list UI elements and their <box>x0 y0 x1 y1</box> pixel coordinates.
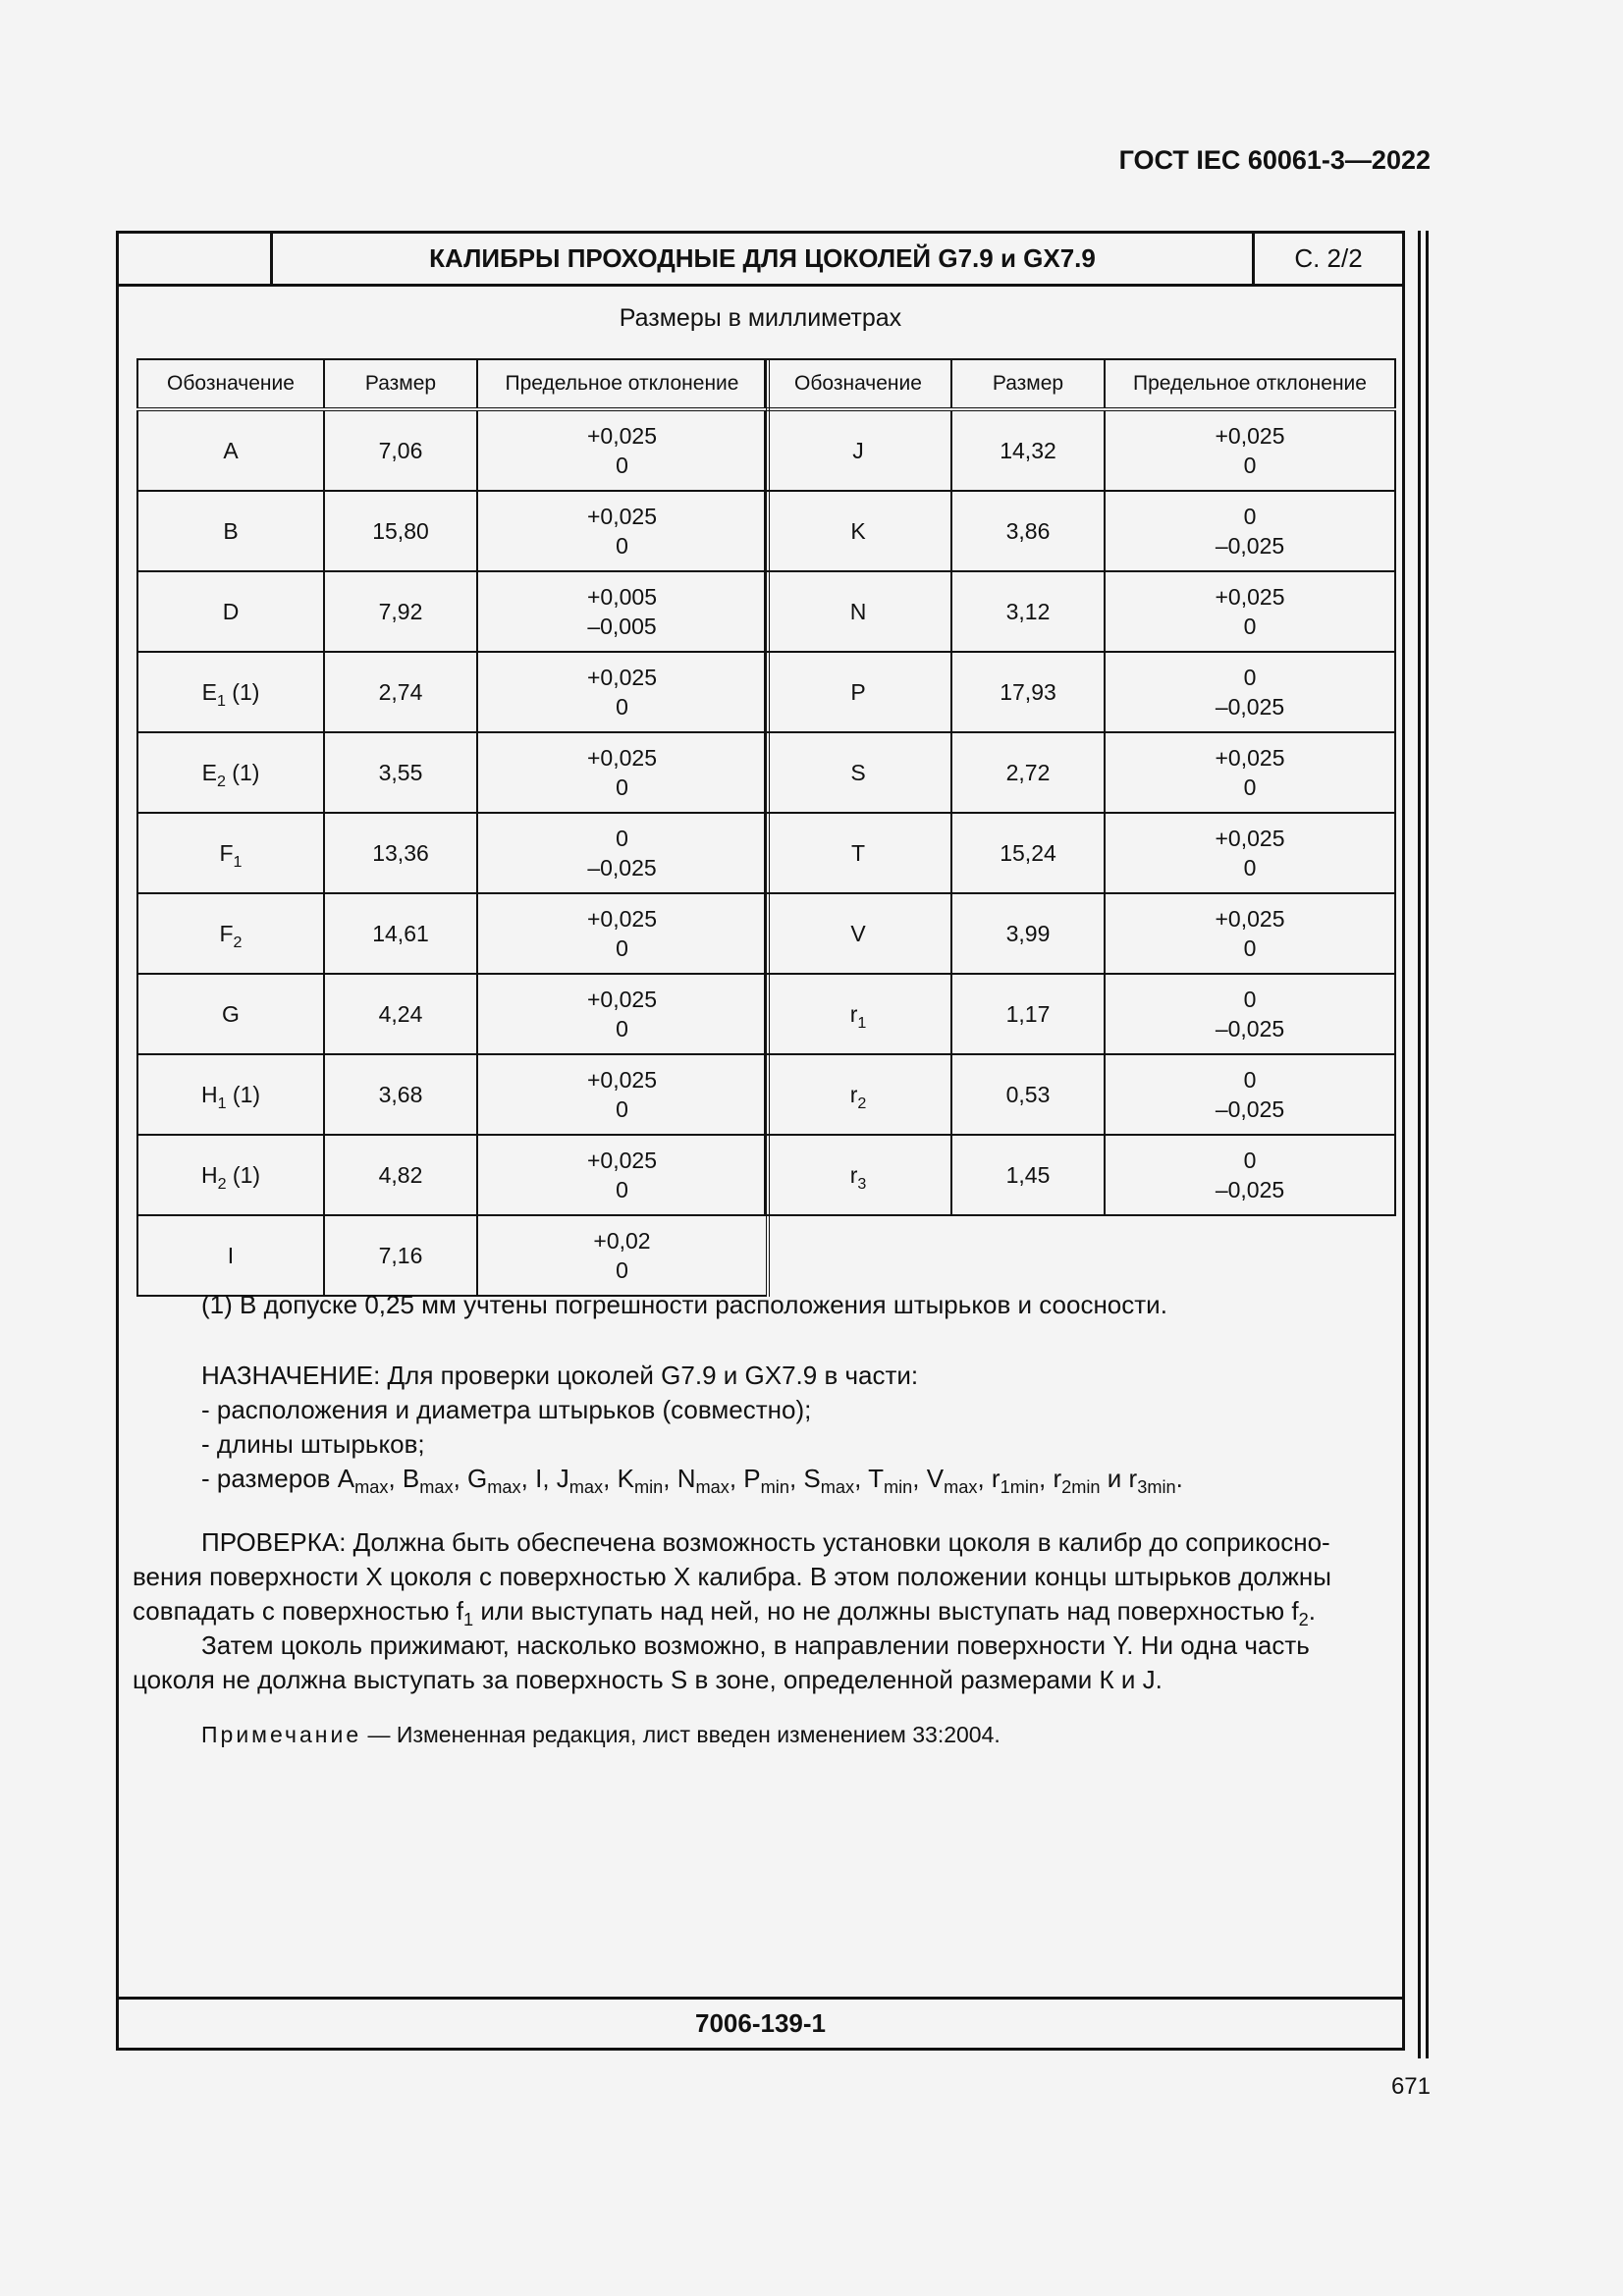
separator: , <box>729 1464 744 1493</box>
symbol-note: (1) <box>225 760 260 785</box>
dim-subscript: max <box>419 1477 454 1497</box>
designation-cell <box>765 409 951 491</box>
purpose-item: - длины штырьков; <box>201 1429 425 1459</box>
dim-symbol: A <box>337 1464 355 1493</box>
table-row <box>765 813 1395 893</box>
upper-deviation: +0,025 <box>587 1148 657 1173</box>
designation-cell <box>137 652 324 732</box>
lower-deviation: 0 <box>616 774 628 800</box>
footnote: (1) В допуске 0,25 мм учтены погрешности расположения штырьков и соосности. <box>201 1290 1167 1319</box>
deviation-cell <box>477 813 768 893</box>
separator: , <box>542 1464 557 1493</box>
upper-deviation: +0,005 <box>587 584 657 610</box>
symbol: I <box>227 1243 235 1268</box>
upper-deviation: +0,025 <box>587 906 657 932</box>
upper-deviation: +0,025 <box>1215 826 1285 851</box>
table-row <box>137 732 768 813</box>
symbol-subscript: 3 <box>857 1175 867 1193</box>
sheet-page: С. 2/2 <box>1294 243 1363 273</box>
column-header: Обозначение <box>765 359 951 409</box>
deviation-cell <box>1105 409 1395 491</box>
column-header: Размер <box>324 359 477 409</box>
dim-subscript: max <box>354 1477 389 1497</box>
lower-deviation: 0 <box>1243 453 1257 478</box>
upper-deviation: +0,025 <box>587 504 657 529</box>
symbol-note: (1) <box>226 1162 261 1188</box>
purpose-block <box>201 1359 1183 1496</box>
symbol: T <box>850 840 866 866</box>
end-punct: . <box>1175 1464 1183 1493</box>
table-row <box>137 409 768 491</box>
lower-deviation: 0 <box>616 935 628 961</box>
lower-deviation: 0 <box>616 1177 628 1202</box>
dim-symbol: r <box>1053 1464 1062 1493</box>
table-row <box>765 652 1395 732</box>
lower-deviation: –0,025 <box>1215 694 1285 720</box>
separator: , <box>788 1464 804 1493</box>
deviation-cell <box>1105 974 1395 1054</box>
table-row <box>765 974 1395 1054</box>
symbol: E <box>201 679 217 705</box>
symbol-note: (1) <box>226 1082 261 1107</box>
dim-symbol: N <box>676 1464 696 1493</box>
column-header: Предельное отклонение <box>477 359 768 409</box>
check-text: совпадать с поверхностью f <box>133 1596 463 1626</box>
symbol: G <box>222 1001 240 1027</box>
symbol-subscript: 1 <box>216 692 226 710</box>
lower-deviation: 0 <box>616 453 628 478</box>
symbol-subscript: 2 <box>217 1175 227 1193</box>
purpose-item: - расположения и диаметра штырьков (совместно); <box>201 1395 812 1424</box>
symbol: r <box>849 1001 858 1027</box>
symbol: K <box>850 518 866 544</box>
dim-symbol: r <box>991 1464 1001 1493</box>
symbol-subscript: 1 <box>217 1095 227 1112</box>
size-cell: 17,93 <box>951 652 1105 732</box>
deviation-cell <box>477 409 768 491</box>
deviation-cell <box>1105 1135 1395 1215</box>
deviation-cell <box>477 1054 768 1135</box>
deviation-cell <box>1105 813 1395 893</box>
upper-deviation: 0 <box>1243 504 1257 529</box>
table-header-row <box>765 359 1395 409</box>
frame-rule <box>1426 231 1429 2058</box>
lower-deviation: 0 <box>616 1096 628 1122</box>
dim-symbol: G <box>467 1464 488 1493</box>
dim-subscript: max <box>820 1477 855 1497</box>
size-cell: 1,45 <box>951 1135 1105 1215</box>
size-cell: 0,53 <box>951 1054 1105 1135</box>
size-cell: 3,68 <box>324 1054 477 1135</box>
size-cell: 14,61 <box>324 893 477 974</box>
dim-subscript: 1min <box>1000 1477 1039 1497</box>
size-cell: 4,24 <box>324 974 477 1054</box>
symbol-subscript: 2 <box>216 773 226 790</box>
frame-rule <box>1418 231 1421 2058</box>
dim-subscript: 2min <box>1061 1477 1101 1497</box>
table-header-row <box>137 359 768 409</box>
page-number: 671 <box>1390 2073 1431 2100</box>
upper-deviation: +0,025 <box>587 1067 657 1093</box>
size-cell: 3,55 <box>324 732 477 813</box>
upper-deviation: 0 <box>1243 1067 1257 1093</box>
dim-symbol: S <box>803 1464 821 1493</box>
size-cell: 15,80 <box>324 491 477 571</box>
designation-cell <box>137 1054 324 1135</box>
table-row <box>765 571 1395 652</box>
note-text: — Измененная редакция, лист введен изменением 33:2004. <box>361 1722 1001 1747</box>
symbol: S <box>850 760 866 785</box>
size-cell: 2,72 <box>951 732 1105 813</box>
column-header: Размер <box>951 359 1105 409</box>
size-cell: 7,06 <box>324 409 477 491</box>
designation-cell <box>765 1054 951 1135</box>
dim-subscript: min <box>760 1477 789 1497</box>
lower-deviation: 0 <box>616 694 628 720</box>
deviation-cell <box>1105 571 1395 652</box>
symbol-subscript: 1 <box>857 1014 867 1032</box>
check-text: или выступать над ней, но не должны выступать над поверхностью f <box>473 1596 1299 1626</box>
upper-deviation: +0,025 <box>587 987 657 1012</box>
size-cell: 7,92 <box>324 571 477 652</box>
check-text: . <box>1308 1596 1316 1626</box>
symbol: r <box>849 1162 858 1188</box>
symbol: F <box>219 840 234 866</box>
designation-cell <box>137 491 324 571</box>
symbol: E <box>201 760 217 785</box>
lower-deviation: –0,025 <box>587 855 657 881</box>
designation-cell <box>765 571 951 652</box>
separator: , <box>388 1464 403 1493</box>
table-row <box>137 571 768 652</box>
table-row <box>137 491 768 571</box>
deviation-cell <box>477 1215 768 1296</box>
dimension-list <box>337 1464 1101 1497</box>
designation-cell <box>137 893 324 974</box>
dim-symbol: I <box>535 1464 543 1493</box>
dim-symbol: P <box>743 1464 761 1493</box>
upper-deviation: 0 <box>616 826 628 851</box>
deviation-cell <box>477 893 768 974</box>
separator: , <box>663 1464 677 1493</box>
lower-deviation: 0 <box>1243 774 1257 800</box>
dim-subscript: max <box>568 1477 604 1497</box>
table-row <box>765 491 1395 571</box>
designation-cell <box>137 409 324 491</box>
note-label: Примечание <box>201 1722 362 1747</box>
size-cell: 7,16 <box>324 1215 477 1296</box>
check-line: цоколя не должна выступать за поверхность S в зоне, определенной размерами К и J. <box>133 1665 1163 1694</box>
deviation-cell <box>1105 652 1395 732</box>
table-row <box>137 893 768 974</box>
separator: , <box>912 1464 927 1493</box>
standard-designation: ГОСТ IEC 60061-3—2022 <box>1118 145 1431 175</box>
separator: , <box>453 1464 468 1493</box>
dim-symbol: V <box>926 1464 945 1493</box>
designation-cell <box>765 1135 951 1215</box>
dimensions-table-left <box>136 358 770 1297</box>
upper-deviation: 0 <box>1243 987 1257 1012</box>
table-row <box>765 732 1395 813</box>
sheet-frame <box>116 231 1405 2051</box>
table-row <box>137 974 768 1054</box>
check-block <box>133 1525 1399 1697</box>
upper-deviation: +0,025 <box>1215 584 1285 610</box>
check-line: вения поверхности X цоколя с поверхностью X калибра. В этом положении концы штырьков должны <box>133 1562 1331 1591</box>
column-header: Предельное отклонение <box>1105 359 1395 409</box>
symbol: A <box>223 438 239 463</box>
table-row <box>765 1054 1395 1135</box>
upper-deviation: +0,02 <box>593 1228 651 1254</box>
dim-symbol: r <box>1128 1464 1138 1493</box>
size-cell: 1,17 <box>951 974 1105 1054</box>
check-line: ПРОВЕРКА: Должна быть обеспечена возможность установки цоколя в калибр до соприкосно- <box>201 1527 1330 1557</box>
designation-cell <box>765 652 951 732</box>
upper-deviation: +0,025 <box>587 745 657 771</box>
upper-deviation: +0,025 <box>587 665 657 690</box>
upper-deviation: +0,025 <box>1215 745 1285 771</box>
symbol-subscript: 1 <box>233 853 243 871</box>
purpose-item3-prefix: - размеров <box>201 1464 338 1493</box>
symbol-subscript: 2 <box>233 934 243 951</box>
lower-deviation: 0 <box>616 533 628 559</box>
separator: , <box>1039 1464 1054 1493</box>
deviation-cell <box>1105 491 1395 571</box>
dim-symbol: T <box>868 1464 884 1493</box>
designation-cell <box>137 1215 324 1296</box>
dim-subscript: min <box>633 1477 664 1497</box>
sheet-header <box>119 234 1402 287</box>
designation-cell <box>765 732 951 813</box>
dim-symbol: K <box>617 1464 634 1493</box>
header-blank-cell <box>119 234 273 284</box>
size-cell: 3,86 <box>951 491 1105 571</box>
subscript: 2 <box>1298 1610 1309 1629</box>
size-cell: 15,24 <box>951 813 1105 893</box>
separator: , <box>603 1464 618 1493</box>
sheet-title: КАЛИБРЫ ПРОХОДНЫЕ ДЛЯ ЦОКОЛЕЙ G7.9 и GX7.9 <box>273 234 1255 284</box>
dim-symbol: J <box>556 1464 569 1493</box>
sheet-number: 7006-139-1 <box>119 1997 1402 2048</box>
size-cell: 4,82 <box>324 1135 477 1215</box>
check-line <box>133 1594 1399 1629</box>
designation-cell <box>765 491 951 571</box>
upper-deviation: +0,025 <box>1215 906 1285 932</box>
lower-deviation: 0 <box>616 1016 628 1041</box>
deviation-cell <box>477 652 768 732</box>
deviation-cell <box>477 571 768 652</box>
check-line: Затем цоколь прижимают, насколько возможно, в направлении поверхности Y. Ни одна часть <box>201 1630 1310 1660</box>
lower-deviation: –0,025 <box>1215 1096 1285 1122</box>
deviation-cell <box>477 1135 768 1215</box>
lower-deviation: 0 <box>616 1257 628 1283</box>
designation-cell <box>137 974 324 1054</box>
deviation-cell <box>477 491 768 571</box>
units-caption: Размеры в миллиметрах <box>619 304 902 332</box>
lower-deviation: –0,025 <box>1215 1177 1285 1202</box>
table-row <box>137 652 768 732</box>
designation-cell <box>137 571 324 652</box>
symbol: V <box>850 921 866 946</box>
symbol: F <box>219 921 234 946</box>
designation-cell <box>765 813 951 893</box>
lower-deviation: –0,025 <box>1215 1016 1285 1041</box>
dim-subscript: 3min <box>1137 1477 1176 1497</box>
symbol-note: (1) <box>225 679 260 705</box>
dimensions-table-right <box>764 358 1396 1216</box>
designation-cell <box>765 974 951 1054</box>
table-row <box>765 1135 1395 1215</box>
lower-deviation: –0,005 <box>587 614 657 639</box>
deviation-cell <box>1105 732 1395 813</box>
table-row <box>137 1135 768 1215</box>
table-row <box>765 409 1395 491</box>
and-text: и <box>1100 1464 1129 1493</box>
symbol: D <box>222 599 240 624</box>
subscript: 1 <box>462 1610 474 1629</box>
purpose-item-dimensions <box>201 1462 1183 1496</box>
note <box>201 1718 1001 1752</box>
lower-deviation: 0 <box>1243 855 1257 881</box>
symbol: H <box>200 1082 218 1107</box>
table-row <box>137 1054 768 1135</box>
lower-deviation: 0 <box>1243 614 1257 639</box>
upper-deviation: +0,025 <box>587 423 657 449</box>
upper-deviation: 0 <box>1243 665 1257 690</box>
designation-cell <box>765 893 951 974</box>
deviation-cell <box>477 732 768 813</box>
symbol: P <box>850 679 866 705</box>
table-row <box>765 893 1395 974</box>
symbol: r <box>849 1082 858 1107</box>
column-header: Обозначение <box>137 359 324 409</box>
size-cell: 2,74 <box>324 652 477 732</box>
lower-deviation: 0 <box>1243 935 1257 961</box>
symbol: J <box>852 438 864 463</box>
separator: , <box>977 1464 992 1493</box>
size-cell: 3,12 <box>951 571 1105 652</box>
upper-deviation: 0 <box>1243 1148 1257 1173</box>
symbol: B <box>223 518 239 544</box>
size-cell: 3,99 <box>951 893 1105 974</box>
size-cell: 13,36 <box>324 813 477 893</box>
dim-symbol: B <box>402 1464 420 1493</box>
dim-subscript: min <box>883 1477 913 1497</box>
separator: , <box>854 1464 869 1493</box>
lower-deviation: –0,025 <box>1215 533 1285 559</box>
separator: , <box>520 1464 536 1493</box>
table-row <box>137 813 768 893</box>
dim-subscript: max <box>487 1477 521 1497</box>
upper-deviation: +0,025 <box>1215 423 1285 449</box>
deviation-cell <box>477 974 768 1054</box>
designation-cell <box>137 732 324 813</box>
table-row <box>137 1215 768 1296</box>
dim-subscript: max <box>695 1477 730 1497</box>
deviation-cell <box>1105 893 1395 974</box>
deviation-cell <box>1105 1054 1395 1135</box>
symbol-subscript: 2 <box>857 1095 867 1112</box>
designation-cell <box>137 813 324 893</box>
purpose-intro: НАЗНАЧЕНИЕ: Для проверки цоколей G7.9 и GX7.9 в части: <box>201 1361 919 1390</box>
size-cell: 14,32 <box>951 409 1105 491</box>
symbol: N <box>849 599 867 624</box>
designation-cell <box>137 1135 324 1215</box>
dim-subscript: max <box>944 1477 978 1497</box>
symbol: H <box>200 1162 218 1188</box>
